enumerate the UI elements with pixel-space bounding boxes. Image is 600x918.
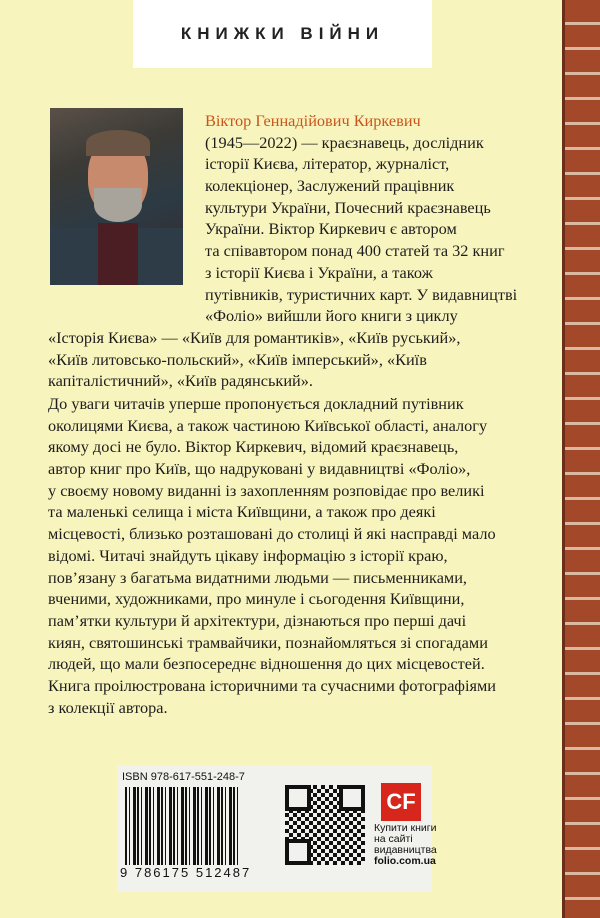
description-line: вченими, художниками, про минуле і сьогодення Київщини, xyxy=(48,589,465,609)
description-line: у своєму новому виданні із захопленням розповідає про великі xyxy=(48,480,485,500)
author-bio xyxy=(205,110,517,327)
description-line: околицями Києва, а також частиною Київської області, аналогу xyxy=(48,415,488,435)
description-line: пов’язану з багатьма видатними людьми — письменниками, xyxy=(48,567,468,587)
description-line: Книга проілюстрована історичними та сучасними фотографіями xyxy=(48,675,496,695)
description-line: місцевості, близько розташовані до столиці й які насправді мало xyxy=(48,524,496,544)
bio-line: з історії Києва і України, а також xyxy=(205,262,433,282)
bio-line: «Київ литовсько-польский», «Київ імперський», «Київ xyxy=(48,349,427,369)
description-line: з колекції автора. xyxy=(48,697,168,717)
brick-spine xyxy=(562,0,600,918)
book-description xyxy=(48,393,496,718)
description-line: пам’ятки культури й архітектури, дізнаються про перші дачі xyxy=(48,610,467,630)
series-header xyxy=(133,0,432,68)
description-line: людей, що мали безпосереднє відношення до цих місцевостей. xyxy=(48,654,485,674)
description-line: якому досі не було. Віктор Киркевич, відомий краєзнавець, xyxy=(48,437,459,457)
author-name: Віктор Геннадійович Киркевич xyxy=(205,111,421,130)
bio-line: та співавтором понад 400 статей та 32 книг xyxy=(205,241,505,261)
bio-line: історії Києва, літератор, журналіст, xyxy=(205,154,450,174)
isbn: ISBN 978-617-551-248-7 xyxy=(122,771,245,783)
description-line: відомі. Читачі знайдуть цікаву інформацію з історії краю, xyxy=(48,545,448,565)
barcode-digits: 9 786175 512487 xyxy=(120,865,252,880)
bio-line: України. Віктор Киркевич є автором xyxy=(205,219,457,239)
description-line: киян, святошинські трамвайчики, познайомляться зі спогадами xyxy=(48,632,488,652)
bio-line: колекціонер, Заслужений працівник xyxy=(205,176,455,196)
bio-line: культури України, Почесний краєзнавець xyxy=(205,197,491,217)
qr-code xyxy=(285,785,365,865)
publisher-logo: CF xyxy=(381,783,421,821)
description-line: автор книг про Київ, що надруковані у видавництві «Фоліо», xyxy=(48,459,471,479)
bio-line: «Історія Києва» — «Київ для романтиків», «Київ руський», xyxy=(48,328,461,347)
barcode xyxy=(125,787,240,865)
buy-line: на сайті xyxy=(374,833,413,845)
description-line: та маленькі селища і міста Київщини, а також про деякі xyxy=(48,502,436,522)
buy-text xyxy=(374,823,437,867)
author-bio-cont xyxy=(48,327,460,392)
buy-line: Купити книги xyxy=(374,822,437,834)
publisher-site: folio.com.ua xyxy=(374,855,436,867)
bio-line: (1945—2022) — краєзнавець, дослідник xyxy=(205,132,484,152)
description-line: До уваги читачів уперше пропонується докладний путівник xyxy=(48,394,464,413)
bio-line: капіталістичний», «Київ радянський». xyxy=(48,371,313,391)
author-photo xyxy=(50,108,183,285)
barcode-panel xyxy=(117,765,437,892)
series-title: КНИЖКИ ВІЙНИ xyxy=(180,24,385,43)
bio-line: «Фоліо» вийшли його книги з циклу xyxy=(205,306,458,326)
bio-line: путівників, туристичних карт. У видавництві xyxy=(205,284,518,304)
buy-line: видавництва xyxy=(374,844,437,856)
